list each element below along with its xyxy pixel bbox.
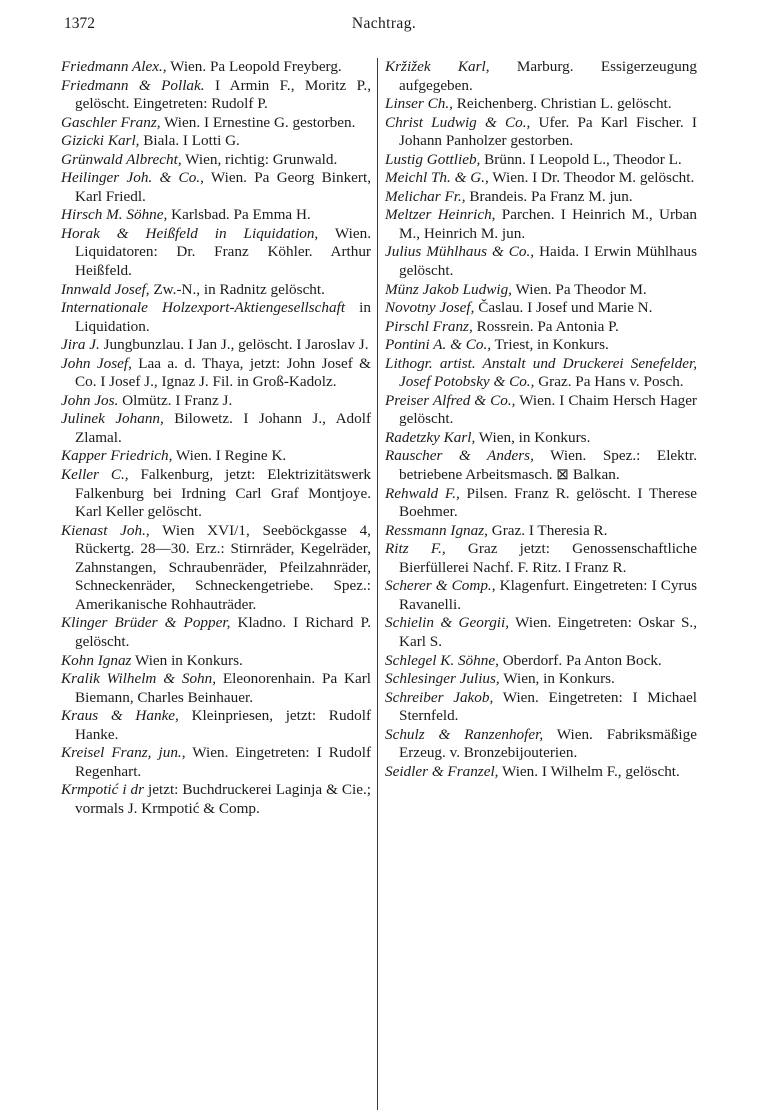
entry-text: Biala. I Lotti G.: [139, 132, 240, 150]
entry-text: Olmütz. I Franz J.: [118, 391, 233, 409]
directory-entry: [61, 707, 371, 744]
directory-entry: [61, 281, 371, 300]
directory-entry: [385, 392, 697, 429]
firm-name: Grünwald Albrecht,: [61, 150, 182, 168]
entry-text: Oberdorf. Pa Anton Bock.: [498, 651, 662, 669]
firm-name: Krmpotić i dr: [61, 781, 145, 799]
directory-entry: [385, 447, 697, 484]
column-divider: [377, 58, 378, 1110]
directory-entry: [385, 318, 697, 337]
entry-text: Wien. I Wilhelm F., gelöscht.: [498, 762, 680, 780]
directory-entry: [385, 188, 697, 207]
entry-text: Rossrein. Pa Antonia P.: [472, 317, 619, 335]
right-column: [385, 58, 697, 781]
directory-entry: [61, 392, 371, 411]
entry-text: Wien. Pa Theodor M.: [511, 280, 647, 298]
entry-text: Jungbunzlau. I Jan J., gelöscht. I Jaroslav J.: [99, 336, 369, 354]
entry-text: Brünn. I Leopold L., Theodor L.: [480, 150, 682, 168]
firm-name: Münz Jakob Ludwig,: [385, 280, 512, 298]
directory-entry: [61, 336, 371, 355]
entry-text: Graz. I Theresia R.: [487, 521, 608, 539]
directory-entry: [385, 763, 697, 782]
directory-entry: [385, 689, 697, 726]
directory-entry: [385, 522, 697, 541]
entry-text: Ufer. Pa Karl Fischer. I Johann Panholzer gestorben.: [399, 113, 697, 150]
firm-name: Klinger Brüder & Popper,: [61, 614, 231, 632]
directory-entry: [385, 243, 697, 280]
firm-name: Melichar Fr.,: [385, 187, 466, 205]
firm-name: Meltzer Heinrich,: [385, 206, 496, 224]
firm-name: Pirschl Franz,: [385, 317, 473, 335]
directory-entry: [385, 95, 697, 114]
directory-entry: [61, 781, 371, 818]
firm-name: Pontini A. & Co.,: [385, 336, 492, 354]
directory-entry: [61, 299, 371, 336]
directory-entry: [61, 614, 371, 651]
directory-entry: [385, 206, 697, 243]
entry-text: Reichenberg. Christian L. gelöscht.: [452, 95, 672, 113]
entry-text: Kleinpriesen, jetzt: Rudolf Hanke.: [75, 707, 371, 743]
firm-name: Friedmann Alex.,: [61, 58, 167, 75]
entry-text: Časlau. I Josef und Marie N.: [474, 299, 653, 317]
directory-entry: [61, 652, 371, 671]
entry-text: Wien. Spez.: Elektr. betriebene Arbeitsmasch. ⊠ Balkan.: [399, 447, 697, 484]
entry-text: Eleonorenhain. Pa Karl Biemann, Charles Beinhauer.: [75, 670, 372, 706]
directory-entry: [385, 114, 697, 151]
firm-name: Keller C.,: [61, 466, 129, 484]
firm-name: Preiser Alfred & Co.,: [385, 391, 516, 409]
entry-text: Marburg. Essigerzeugung aufgegeben.: [399, 58, 697, 94]
directory-entry: [61, 355, 371, 392]
entry-text: Wien, richtig: Grunwald.: [181, 150, 338, 168]
entry-text: in Liquidation.: [75, 299, 371, 335]
entry-text: Graz jetzt: Genossenschaftliche Bierfüllerei Nachf. F. Ritz. I Franz R.: [399, 540, 697, 576]
directory-entry: [385, 299, 697, 318]
page-number: 1372: [64, 15, 95, 32]
directory-entry: [385, 652, 697, 671]
directory-entry: [61, 58, 371, 77]
entry-text: Bilowetz. I Johann J., Adolf Zlamal.: [75, 410, 371, 446]
directory-entry: [61, 114, 371, 133]
directory-entry: [61, 206, 371, 225]
directory-entry: [385, 151, 697, 170]
directory-entry: [61, 466, 371, 522]
firm-name: Lustig Gottlieb,: [385, 150, 481, 168]
entry-text: Wien. Pa Leopold Freyberg.: [166, 58, 342, 75]
firm-name: Kržižek Karl,: [385, 58, 490, 75]
directory-entry: [61, 447, 371, 466]
directory-entry: [61, 77, 371, 114]
entry-text: Parchen. I Heinrich M., Urban M., Heinrich M. jun.: [399, 206, 697, 242]
entry-text: Laa a. d. Thaya, jetzt: John Josef & Co. I Josef J., Ignaz J. Fil. in Groß-Kadolz.: [75, 354, 371, 391]
firm-name: Kralik Wilhelm & Sohn,: [61, 670, 217, 688]
firm-name: Schlegel K. Söhne,: [385, 651, 499, 669]
firm-name: Rehwald F.,: [385, 484, 460, 502]
firm-name: Scherer & Comp.,: [385, 577, 496, 595]
firm-name: Internationale Holzexport-Aktiengesellschaft: [61, 299, 346, 317]
firm-name: Heilinger Joh. & Co.,: [61, 169, 204, 187]
firm-name: Schielin & Georgii,: [385, 614, 510, 632]
entry-text: Wien. I Chaim Hersch Hager gelöscht.: [399, 391, 697, 428]
entry-text: Kladno. I Richard P. gelöscht.: [75, 614, 372, 650]
firm-name: Jira J.: [61, 336, 100, 354]
entry-text: I Armin F., Moritz P., gelöscht. Eingetreten: Rudolf P.: [75, 76, 372, 113]
entry-text: Haida. I Erwin Mühlhaus gelöscht.: [399, 243, 697, 280]
firm-name: Gaschler Franz,: [61, 113, 161, 131]
firm-name: Ressmann Ignaz,: [385, 521, 488, 539]
directory-entry: [385, 58, 697, 95]
entry-text: Wien in Konkurs.: [131, 651, 243, 669]
entry-text: Wien. Eingetreten: I Michael Sternfeld.: [399, 688, 697, 725]
firm-name: Radetzky Karl,: [385, 428, 476, 446]
firm-name: Schulz & Ranzenhofer,: [385, 725, 544, 743]
directory-entry: [61, 670, 371, 707]
entry-text: Triest, in Konkurs.: [491, 336, 609, 354]
directory-entry: [385, 540, 697, 577]
firm-name: Lithogr. artist. Anstalt und Druckerei Senefelder, Josef Potobsky & Co.,: [385, 354, 697, 391]
entry-text: Wien. Eingetreten: Oskar S., Karl S.: [399, 614, 697, 650]
entry-text: Karlsbad. Pa Emma H.: [167, 206, 311, 224]
firm-name: Linser Ch.,: [385, 95, 453, 113]
directory-entry: [385, 485, 697, 522]
directory-entry: [61, 744, 371, 781]
left-column: [61, 58, 371, 818]
entry-text: Wien. I Regine K.: [172, 447, 287, 465]
directory-entry: [385, 614, 697, 651]
firm-name: Gizicki Karl,: [61, 132, 140, 150]
entry-text: Wien. Fabriksmäßige Erzeug. v. Bronzebijouterien.: [399, 725, 697, 762]
entry-text: Wien, in Konkurs.: [499, 670, 615, 688]
directory-entry: [385, 281, 697, 300]
directory-entry: [385, 169, 697, 188]
running-head: Nachtrag.: [351, 15, 417, 32]
entry-text: Wien. Liquidatoren: Dr. Franz Köhler. Arthur Heißfeld.: [75, 224, 371, 280]
directory-entry: [385, 577, 697, 614]
firm-name: Julius Mühlhaus & Co.,: [385, 243, 535, 261]
directory-entry: [385, 429, 697, 448]
firm-name: Kapper Friedrich,: [61, 447, 173, 465]
entry-text: Klagenfurt. Eingetreten: I Cyrus Ravanelli.: [399, 577, 697, 613]
firm-name: Seidler & Franzel,: [385, 762, 499, 780]
firm-name: Schreiber Jakob,: [385, 688, 494, 706]
entry-text: jetzt: Buchdruckerei Laginja & Cie.; vormals J. Krmpotić & Comp.: [75, 781, 371, 817]
directory-entry: [61, 132, 371, 151]
firm-name: Meichl Th. & G.,: [385, 169, 489, 187]
firm-name: Schlesinger Julius,: [385, 670, 500, 688]
entry-text: Wien, in Konkurs.: [475, 428, 591, 446]
directory-entry: [61, 522, 371, 615]
entry-text: Wien. I Ernestine G. gestorben.: [160, 113, 356, 131]
firm-name: Friedmann & Pollak.: [61, 76, 205, 94]
entry-text: Falkenburg, jetzt: Elektrizitätswerk Falkenburg bei Irdning Carl Graf Montjoye. Karl Keller gelöscht.: [75, 466, 372, 521]
firm-name: Kraus & Hanke,: [61, 707, 179, 725]
directory-entry: [61, 169, 371, 206]
firm-name: Christ Ludwig & Co.,: [385, 113, 531, 131]
directory-entry: [385, 726, 697, 763]
firm-name: Ritz F.,: [385, 540, 446, 558]
directory-entry: [61, 151, 371, 170]
firm-name: Novotny Josef,: [385, 299, 475, 317]
firm-name: John Jos.: [61, 391, 119, 409]
firm-name: Hirsch M. Söhne,: [61, 206, 168, 224]
directory-entry: [385, 336, 697, 355]
firm-name: Kohn Ignaz: [61, 651, 132, 669]
entry-text: Brandeis. Pa Franz M. jun.: [465, 187, 633, 205]
directory-entry: [385, 355, 697, 392]
directory-entry: [61, 410, 371, 447]
directory-entry: [385, 670, 697, 689]
entry-text: Wien. Eingetreten: I Rudolf Regenhart.: [75, 744, 371, 780]
entry-text: Pilsen. Franz R. gelöscht. I Therese Boehmer.: [399, 484, 697, 521]
entry-text: Zw.-N., in Radnitz gelöscht.: [149, 280, 325, 298]
firm-name: Rauscher & Anders,: [385, 447, 534, 465]
entry-text: Wien. Pa Georg Binkert, Karl Friedl.: [75, 169, 372, 205]
firm-name: Horak & Heißfeld in Liquidation,: [61, 224, 319, 242]
firm-name: Julinek Johann,: [61, 410, 164, 428]
firm-name: Innwald Josef,: [61, 280, 150, 298]
directory-entry: [61, 225, 371, 281]
page-header: [64, 15, 704, 39]
entry-text: Wien. I Dr. Theodor M. gelöscht.: [488, 169, 695, 187]
firm-name: Kreisel Franz, jun.,: [61, 744, 186, 762]
firm-name: John Josef,: [61, 354, 132, 372]
entry-text: Graz. Pa Hans v. Posch.: [534, 373, 684, 391]
firm-name: Kienast Joh.,: [61, 521, 150, 539]
entry-text: Wien XVI/1, Seeböckgasse 4, Rückertg. 28—30. Erz.: Stirnräder, Kegelräder, Zahnstangen, Schraubenräder, Pfeilzahnräder, Schneckenräder, Schneckengetriebe. Spez.: Amerikanische Rohhauträder.: [75, 521, 371, 613]
